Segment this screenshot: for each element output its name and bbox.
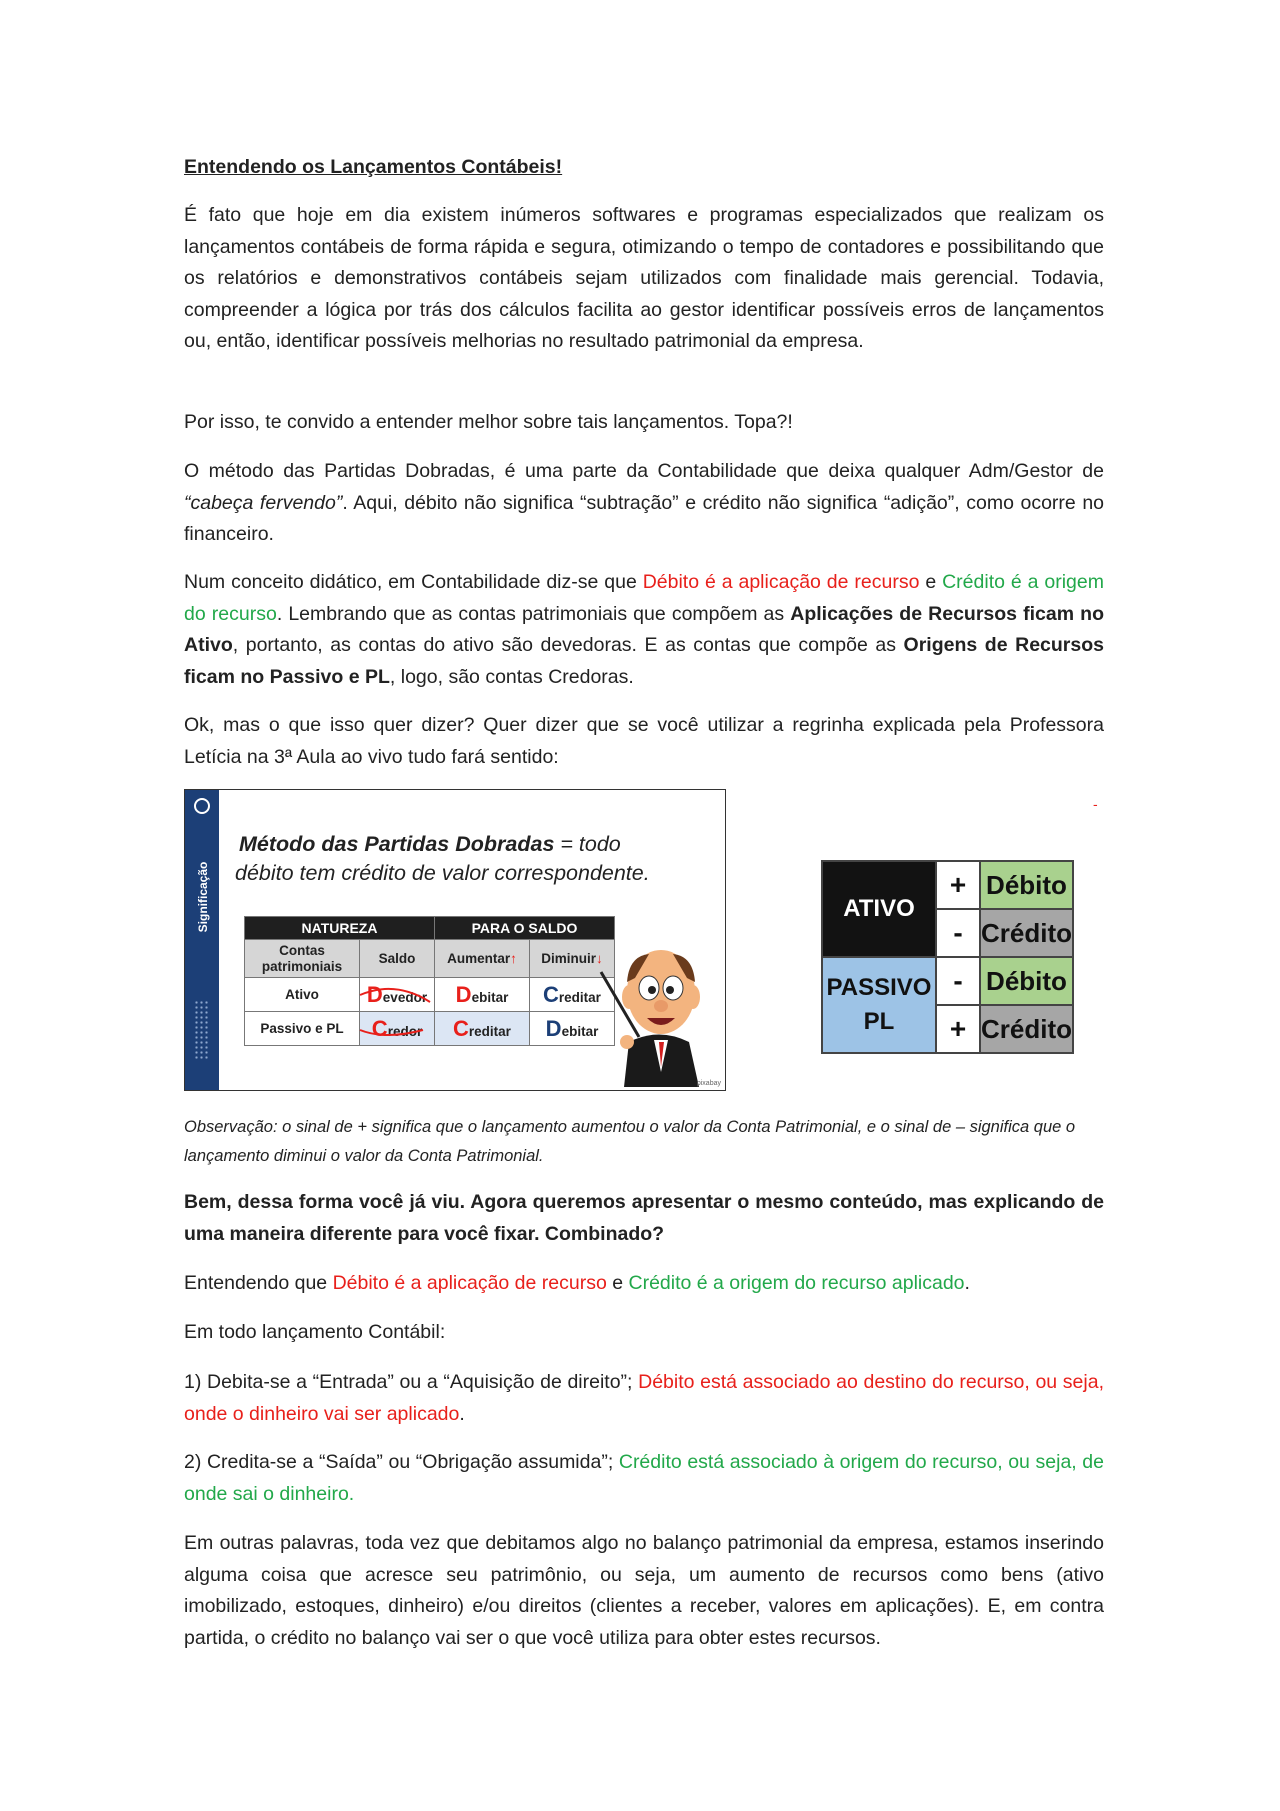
image-credit: pixabay: [696, 1080, 721, 1087]
text-debito-rule: Débito está associado ao destino do recurso, ou seja, onde o dinheiro vai ser aplicado: [184, 1371, 1104, 1425]
label-cell: Débito: [980, 957, 1073, 1005]
letter-rest: reditar: [558, 989, 601, 1005]
text-run: e: [919, 571, 943, 593]
paragraph-entendendo: [184, 1268, 1104, 1300]
text-credito-definition: Crédito é a origem do recurso aplicado: [628, 1272, 965, 1294]
header-diminuir-label: Diminuir: [541, 951, 596, 966]
initial-letter: D: [366, 981, 383, 1007]
paragraph-outras-palavras: Em outras palavras, toda vez que debitamos algo no balanço patrimonial da empresa, estamos inserindo alguma coisa que acresce seu patrimônio, ou seja, um aumento de recursos como bens (ativo imobilizado, estoques, dinheiro) e/ou direitos (clientes a receber, valores em aplicações). E, em contra partida, o crédito no balanço vai ser o que você utiliza para obter estes recursos.: [184, 1532, 1104, 1649]
text-run: . Aqui, débito não significa “subtração” e crédito não significa “adição”, como ocorre no financeiro.: [184, 491, 1105, 545]
label-cell: Crédito: [980, 909, 1073, 957]
cell-conta: Ativo: [245, 978, 360, 1012]
label-passivo-pl: [822, 957, 936, 1053]
letter-rest: ebitar: [561, 1023, 599, 1039]
paragraph-invite: Por isso, te convido a entender melhor sobre tais lançamentos. Topa?!: [184, 411, 793, 433]
text-credito-rule: Crédito está associado à origem do recurso, ou seja, de onde sai o dinheiro.: [184, 1451, 1104, 1505]
text-run: . Lembrando que as contas patrimoniais que compõem as: [276, 602, 791, 625]
label-ativo: ATIVO: [822, 861, 936, 957]
paragraph-bold-combinado: Bem, dessa forma você já viu. Agora queremos apresentar o mesmo conteúdo, mas explicando de uma maneira diferente para você fixar. Combinado?: [184, 1191, 1104, 1245]
text-run-italic: “cabeça fervendo”: [184, 491, 343, 514]
text-run: 2) Credita-se a “Saída” ou “Obrigação assumida”;: [184, 1451, 619, 1473]
paragraph-conceito-didatico: [184, 567, 1104, 693]
paragraph-item-1: [184, 1367, 1104, 1430]
sign-cell: -: [936, 909, 980, 957]
paragraph-partidas-dobradas: [184, 456, 1104, 551]
document-title: Entendendo os Lançamentos Contábeis!: [184, 156, 563, 178]
sign-cell: -: [936, 957, 980, 1005]
header-natureza: NATUREZA: [245, 917, 435, 940]
text-run: e: [606, 1272, 629, 1294]
sign-table: [821, 860, 1074, 1054]
slide-heading-rest: = todo: [554, 832, 621, 856]
slide-partidas-dobradas: [184, 789, 726, 1091]
initial-letter: D: [545, 1015, 562, 1041]
header-para-saldo: PARA O SALDO: [435, 917, 615, 940]
label-cell: Débito: [980, 861, 1073, 909]
paragraph-todo-lancamento: Em todo lançamento Contábil:: [184, 1321, 446, 1343]
arrow-down-icon: ↓: [596, 951, 603, 966]
text-run: O método das Partidas Dobradas, é uma parte da Contabilidade que deixa qualquer Adm/Gestor de: [184, 460, 1104, 482]
initial-letter: C: [371, 1015, 388, 1041]
text-debito-definition: Débito é a aplicação de recurso: [642, 571, 920, 593]
letter-rest: reditar: [468, 1023, 511, 1039]
text-run: .: [964, 1272, 970, 1294]
paragraph-intro: É fato que hoje em dia existem inúmeros softwares e programas especializados que realizam os lançamentos contábeis de forma rápida e segura, otimizando o tempo de contadores e possibilitando que os relatórios e demonstrativos contábeis sejam utilizados com finalidade mais gerencial. Todavia, compreender a lógica por trás dos cálculos facilita ao gestor identificar possíveis erros de lançamentos ou, então, identificar possíveis melhorias no resultado patrimonial da empresa.: [184, 204, 1104, 352]
text-run: Entendendo que: [184, 1272, 333, 1294]
header-saldo: Saldo: [360, 940, 435, 978]
red-mark: -: [1093, 796, 1098, 812]
slide-heading-line2: débito tem crédito de valor correspondente.: [235, 861, 650, 885]
text-run-bold: Aplicações de Recursos ficam no Ativo: [184, 602, 1104, 656]
label-passivo: PASSIVO: [826, 974, 932, 1001]
text-credito-definition: Crédito é a origem do recurso: [184, 571, 1104, 625]
label-pl: PL: [863, 1008, 895, 1035]
sign-cell: +: [936, 1005, 980, 1053]
initial-letter: C: [543, 981, 559, 1007]
arrow-up-icon: ↑: [510, 951, 517, 966]
slide-heading-bold: Método das Partidas Dobradas: [239, 832, 555, 856]
letter-rest: ebitar: [471, 989, 509, 1005]
letter-rest: evedor: [382, 989, 428, 1005]
text-debito-definition: Débito é a aplicação de recurso: [332, 1272, 607, 1294]
observation-note: Observação: o sinal de + significa que o lançamento aumentou o valor da Conta Patrimonial, e o sinal de – significa que o lançamento diminui o valor da Conta Patrimonial.: [184, 1118, 1076, 1165]
sign-cell: +: [936, 861, 980, 909]
initial-letter: D: [455, 981, 472, 1007]
header-aumentar-label: Aumentar: [447, 951, 511, 966]
cell-conta: Passivo e PL: [245, 1012, 360, 1046]
slide-side-label: Significação: [196, 861, 210, 933]
text-run: 1) Debita-se a “Entrada” ou a “Aquisição de direito”;: [184, 1371, 639, 1393]
label-cell: Crédito: [980, 1005, 1073, 1053]
text-run: .: [459, 1402, 465, 1425]
paragraph-item-2: [184, 1447, 1104, 1510]
paragraph-regrinha: Ok, mas o que isso quer dizer? Quer dizer que se você utilizar a regrinha explicada pela Professora Letícia na 3ª Aula ao vivo tudo fará sentido:: [184, 714, 1104, 768]
text-run: Num conceito didático, em Contabilidade diz-se que: [184, 571, 643, 593]
initial-letter: C: [453, 1015, 469, 1041]
header-contas: Contas patrimoniais: [245, 940, 360, 978]
text-run: , logo, são contas Credoras.: [389, 665, 634, 688]
letter-rest: redor: [387, 1023, 423, 1039]
text-run: , portanto, as contas do ativo são devedoras. E as contas que compõe as: [232, 634, 904, 656]
professor-illustration: [599, 942, 719, 1087]
text-run-bold: Origens de Recursos ficam no Passivo e PL: [184, 634, 1104, 688]
